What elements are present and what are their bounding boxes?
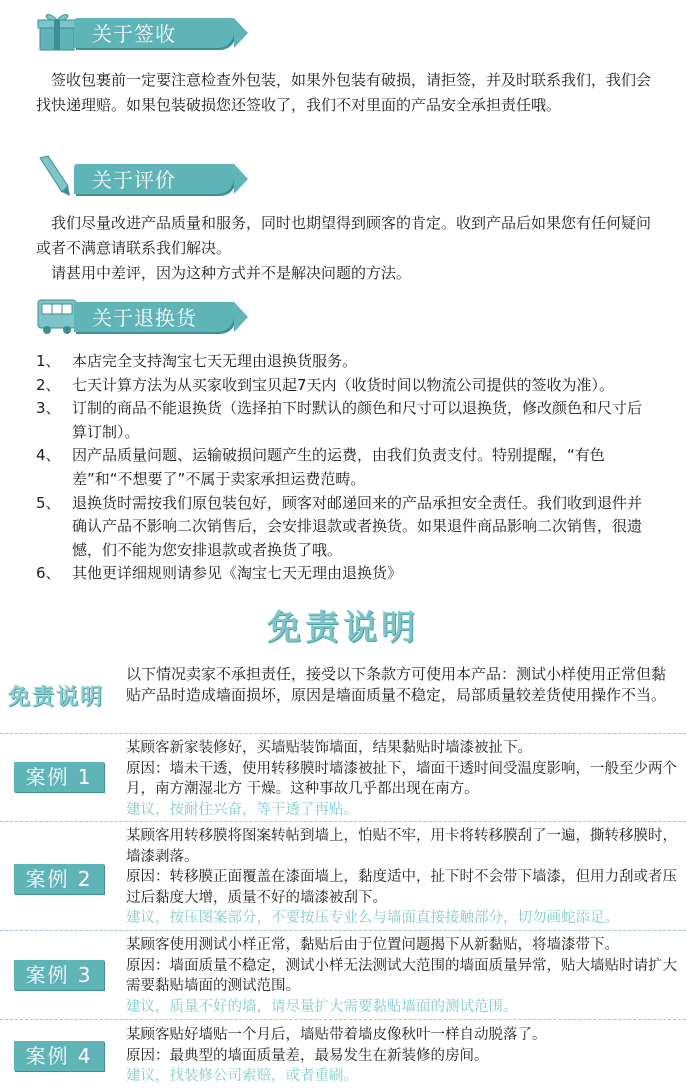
section-header-signing — [34, 8, 224, 52]
list-item: 3、 订制的商品不能退换货（选择拍下时默认的颜色和尺寸可以退换货，修改颜色和尺寸后算订制）。 — [36, 399, 643, 441]
disclaimer-label: 免责说明 — [8, 685, 105, 710]
case-desc: 某顾客贴好墙贴一个月后，墙贴带着墙皮像秋叶一样自动脱落了。 — [126, 1027, 547, 1043]
case-advice: 建议，质量不好的墙，请尽量扩大需要黏贴墙面的测试范围。 — [126, 998, 518, 1015]
case-badge-4: 案例 4 — [14, 1041, 104, 1071]
section-title-review: 关于评价 — [92, 168, 176, 192]
list-item: 2、 七天计算方法为从买家收到宝贝起7天内（收货时间以物流公司提供的签收为准）。 — [36, 375, 615, 394]
section-header-returns — [34, 292, 224, 336]
review-text-block — [36, 211, 654, 286]
divider — [0, 1019, 686, 1020]
signing-text-block — [36, 68, 654, 118]
case-reason: 原因：最典型的墙面质量差，最易发生在新装修的房间。 — [126, 1047, 489, 1064]
case-reason: 原因：转移膜正面覆盖在漆面墙上，黏度适中，扯下时不会带下墙漆，但用力刮或者压过后黏度大增，质量不好的墙漆被刮下。 — [126, 869, 677, 906]
section-header-review — [34, 154, 224, 198]
divider — [0, 733, 686, 734]
case-reason: 原因：墙面质量不稳定，测试小样无法测试大范围的墙面质量异常，贴大墙贴时请扩大需要黏贴墙面的测试范围。 — [126, 957, 677, 994]
divider — [0, 821, 686, 822]
section-title-returns: 关于退换货 — [92, 306, 197, 330]
review-text-1: 我们尽量改进产品质量和服务，同时也期望得到顾客的肯定。收到产品后如果您有任何疑问或者不满意请联系我们解决。 — [36, 214, 652, 257]
case-badge-3: 案例 3 — [14, 960, 104, 990]
case-desc: 某顾客用转移膜将图案转帖到墙上，怕贴不牢，用卡将转移膜刮了一遍，撕转移膜时，墙漆剥落。 — [126, 828, 677, 865]
returns-list — [36, 350, 656, 586]
case-text-1 — [126, 738, 678, 820]
list-item: 1、 本店完全支持淘宝七天无理由退换货服务。 — [36, 352, 358, 370]
case-badge-1: 案例 1 — [14, 762, 104, 792]
case-text-3 — [126, 935, 678, 1017]
disclaimer-text: 以下情况卖家不承担责任，接受以下条款方可使用本产品：测试小样使用正常但黏贴产品时造成墙面损坏，原因是墙面质量不稳定，局部质量较差货使用操作不当。 — [126, 665, 667, 704]
divider — [0, 930, 686, 931]
review-text-2: 请甚用中差评，因为这种方式并不是解决问题的方法。 — [51, 264, 412, 282]
list-item: 6、 其他更详细规则请参见《淘宝七天无理由退换货》 — [36, 564, 403, 583]
case-advice: 建议，找装修公司索赔，或者重刷。 — [126, 1068, 358, 1084]
case-desc: 某顾客新家装修好，买墙贴装饰墙面，结果黏贴时墙漆被扯下。 — [126, 740, 532, 756]
list-item: 4、 因产品质量问题、运输破损问题产生的运费，由我们负责支付。特别提醒，“有色差”和“不想要了”不属于卖家承担运费范畴。 — [36, 446, 605, 488]
signing-text: 签收包裹前一定要注意检查外包装，如果外包装有破损，请拒签，并及时联系我们，我们会找快递理赔。如果包装破损您还签收了，我们不对里面的产品安全承担责任哦。 — [36, 71, 652, 114]
disclaimer-heading: 免责说明 — [267, 608, 419, 648]
case-text-2 — [126, 826, 678, 929]
case-advice: 建议，按压图案部分，不要按压专业么与墙面直接接触部分，切勿画蛇添足。 — [126, 910, 619, 926]
section-title-signing: 关于签收 — [92, 22, 176, 46]
case-advice: 建议，按耐住兴奋，等干透了再贴。 — [126, 801, 358, 818]
case-desc: 某顾客使用测试小样正常，黏贴后由于位置问题揭下从新黏贴，将墙漆带下。 — [126, 937, 619, 953]
list-item: 5、 退换货时需按我们原包装包好，顾客对邮递回来的产品承担安全责任。我们收到退件并确认产品不影响二次销售后，会安排退款或者换货。如果退件商品影响二次销售，很遗憾，们不能为您安排退款或者换货了哦。 — [36, 493, 643, 559]
case-badge-2: 案例 2 — [14, 864, 104, 894]
case-reason: 原因：墙未干透，使用转移膜时墙漆被扯下，墙面干透时间受温度影响，一般至少两个月，南方潮湿北方 干燥。这种事故几乎都出现在南方。 — [126, 760, 677, 797]
case-text-4 — [126, 1025, 678, 1087]
